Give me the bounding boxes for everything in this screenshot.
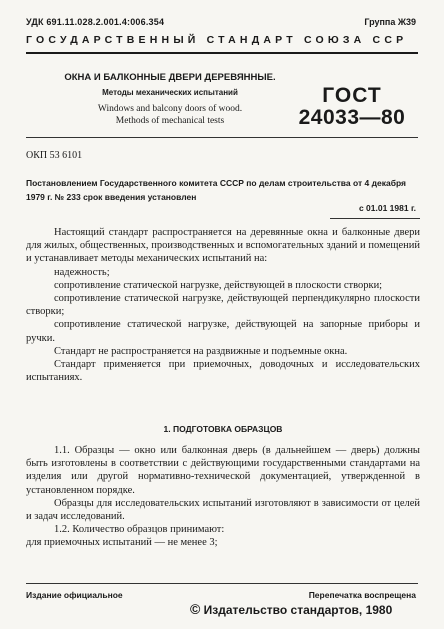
list-item: сопротивление статической нагрузке, действующей перпендикулярно плоскости створки;	[26, 293, 420, 318]
section-heading: 1. ПОДГОТОВКА ОБРАЗЦОВ	[163, 424, 283, 434]
date-rule	[330, 218, 420, 219]
application-paragraph: Стандарт применяется при приемочных, доводочных и исследовательских испытаниях.	[26, 359, 420, 384]
header-rule	[26, 52, 418, 54]
document-title-en	[60, 103, 280, 127]
title-en-line1: Windows and balcony doors of wood.	[97, 104, 243, 114]
list-item: сопротивление статической нагрузке, действующей на запорные приборы и ручки.	[26, 319, 420, 344]
title-rule	[26, 137, 418, 138]
title-en-line2: Methods of mechanical tests	[115, 116, 225, 126]
list-item: надежность;	[54, 266, 110, 278]
copyright-text: Издательство стандартов, 1980	[203, 603, 393, 617]
standard-title: ГОСУДАРСТВЕННЫЙ СТАНДАРТ СОЮЗА ССР	[26, 34, 408, 46]
gost-label: ГОСТ	[322, 84, 382, 107]
clause-1-1: 1.1. Образцы — окно или балконная дверь (в дальнейшем — дверь) должны быть изготовлены в соответствии с действующими государственными стандартами на изделия или другой нормативно-технической документацией, утвержденной в установленном порядке.	[26, 445, 420, 496]
clause-1-2: 1.2. Количество образцов принимают:	[54, 524, 225, 536]
gost-number: 24033—80	[298, 106, 406, 129]
decree-text: Постановлением Государственного комитета СССР по делам строительства от 4 декабря 1979 г. № 233 срок введения установлен	[26, 178, 406, 202]
official-edition: Издание официальное	[26, 590, 123, 600]
clause-1-2-acceptance: для приемочных испытаний — не менее 3;	[26, 537, 218, 549]
section-1-body	[26, 444, 420, 550]
okp-code: ОКП 53 6101	[26, 150, 83, 161]
list-item: сопротивление статической нагрузке, действующей в плоскости створки;	[54, 279, 383, 291]
copyright-icon: ©	[190, 601, 201, 617]
copyright	[190, 601, 420, 617]
scope-paragraph: Стандарт не распространяется на раздвижные и подъемные окна.	[54, 345, 348, 357]
document-title-ru: ОКНА И БАЛКОННЫЕ ДВЕРИ ДЕРЕВЯННЫЕ.	[64, 72, 276, 83]
clause-1-1-research: Образцы для исследовательских испытаний изготовляют в зависимости от целей и задач исследований.	[26, 497, 420, 523]
udk-code: УДК 691.11.028.2.001.4:006.354	[26, 17, 165, 27]
intro-paragraph: Настоящий стандарт распространяется на деревянные окна и балконные двери для жилых, общественных, производственных и вспомогательных зданий и помещений и устанавливает методы механических испытаний на:	[26, 227, 420, 265]
document-subtitle-ru: Методы механических испытаний	[102, 88, 238, 97]
footer-rule	[26, 583, 418, 584]
group-code: Группа Ж39	[364, 17, 416, 27]
effective-date: с 01.01 1981 г.	[358, 203, 416, 213]
reprint-notice: Перепечатка воспрещена	[308, 590, 416, 600]
intro-section	[26, 226, 420, 384]
